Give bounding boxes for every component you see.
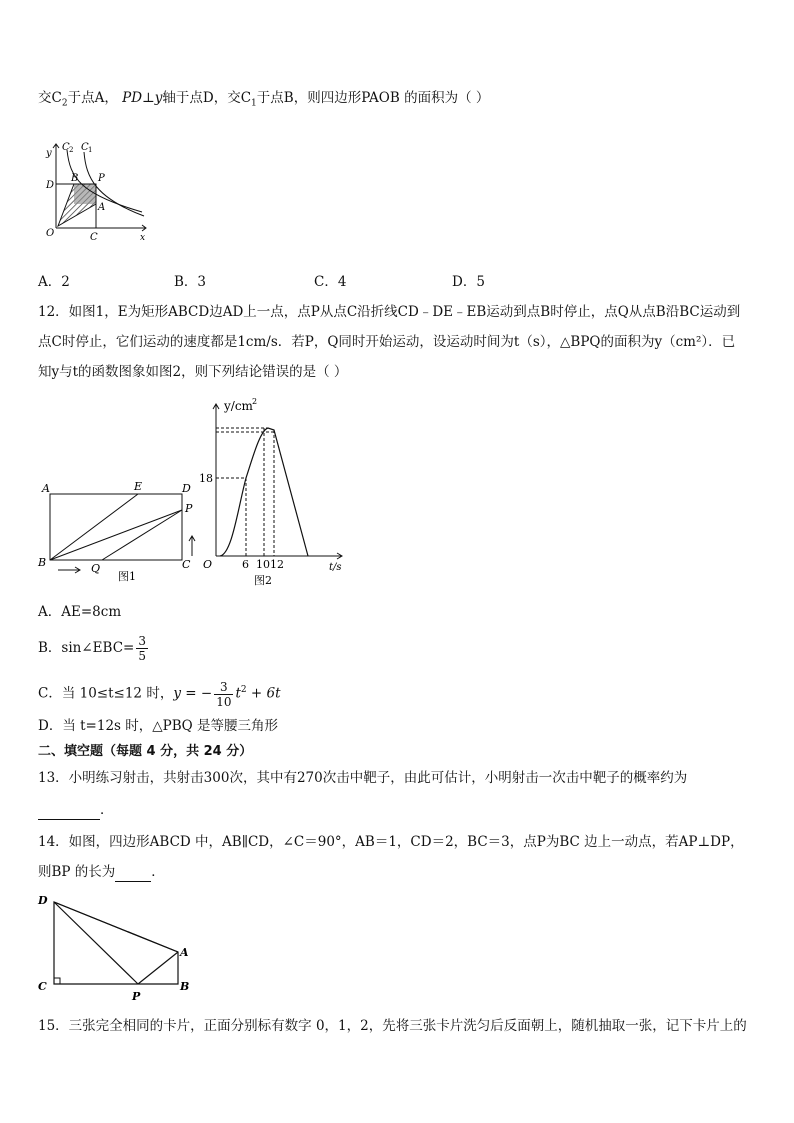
- q12-option-c-den: 10: [216, 694, 232, 709]
- q12-option-c-fraction: [214, 680, 233, 709]
- q14-fig-A: A: [180, 946, 189, 959]
- q11-fig-P: P: [98, 173, 105, 184]
- q12-fig2-O: O: [203, 558, 213, 571]
- q11-fig-x: x: [140, 233, 146, 243]
- q12-option-b-den: 5: [138, 649, 146, 663]
- q11-fig-c1sub: 1: [88, 146, 93, 154]
- q12-option-c: [38, 672, 281, 712]
- q12-line-3: 知y与t的函数图象如图2，则下列结论错误的是（ ）: [38, 364, 348, 380]
- q11-fig-O: O: [46, 228, 55, 239]
- q14-fig-C: C: [38, 980, 47, 993]
- q12-figure-1: [36, 478, 206, 588]
- q12-fig2-t10: 10: [256, 558, 270, 571]
- q12-fig2-ylabel: y/cm: [224, 399, 253, 413]
- q12-option-b-text: B．sin∠EBC=: [38, 640, 135, 656]
- q11-option-c: C．4: [314, 274, 347, 290]
- q12-fig2-ysup: 2: [252, 397, 258, 406]
- q11-figure: [40, 138, 160, 248]
- q12-line-2: 点C时停止，它们运动的速度都是1cm/s．若P，Q同时开始运动，设运动时间为t（s），△BPQ的面积为y（cm²）．已: [38, 334, 736, 350]
- q12-fig2-t6: 6: [242, 558, 249, 571]
- q12-fig1-C: C: [182, 558, 191, 571]
- q12-option-c-tail: + 6t: [246, 685, 281, 702]
- q14-line-2: [38, 862, 165, 882]
- q12-option-c-sq: 2: [240, 685, 247, 695]
- q11-fig-c2sub: 2: [69, 146, 74, 154]
- q13-answer-blank[interactable]: [38, 803, 100, 820]
- q12-option-c-eq: = −: [180, 685, 213, 702]
- q12-line-1: 12．如图1，E为矩形ABCD边AD上一点，点P从点C沿折线CD﹣DE﹣EB运动到点B时停止，点Q从点B沿BC运动到: [38, 304, 741, 320]
- q12-option-a: A．AE=8cm: [38, 604, 122, 620]
- q11-sub-1: 1: [251, 98, 257, 109]
- q11-option-d: D．5: [452, 274, 485, 290]
- q12-fig2-t12: 12: [270, 558, 284, 571]
- q12-option-c-text: C．当 10≤t≤12 时，: [38, 685, 174, 702]
- q11-fig-c1: C: [81, 142, 89, 153]
- q12-fig1-B: B: [38, 556, 47, 569]
- q13-line-2: [38, 800, 114, 820]
- q12-fig1-D: D: [182, 482, 191, 495]
- q14-line-2-text: 则BP 的长为: [38, 864, 116, 880]
- q11-fig-D: D: [46, 180, 55, 191]
- q11-option-a: A．2: [38, 274, 70, 290]
- q12-option-d: D．当 t=12s 时，△PBQ 是等腰三角形: [38, 718, 278, 734]
- section-fill-in-blank: 二、填空题（每题 4 分，共 24 分）: [38, 744, 253, 759]
- q14-fig-D: D: [38, 894, 48, 907]
- q11-pd: PD: [122, 90, 143, 106]
- q12-option-b-fraction: [136, 634, 148, 663]
- q11-text-a: 交C: [38, 90, 62, 106]
- q12-option-c-num: 3: [214, 680, 233, 695]
- q12-fig1-P: P: [185, 502, 193, 515]
- q11-text-b: 于点A，: [67, 90, 118, 106]
- q12-fig2-xlabel: t/s: [329, 562, 342, 573]
- q11-sub-2: 2: [61, 98, 68, 109]
- q14-figure: [34, 892, 204, 1004]
- q14-line-2-tail: ．: [151, 864, 165, 880]
- q11-fig-y: y: [46, 148, 52, 159]
- q14-fig-B: B: [180, 980, 190, 993]
- q11-option-b: B．3: [174, 274, 207, 290]
- q12-option-c-y: y: [173, 685, 181, 702]
- q11-perp: ⊥: [142, 90, 155, 106]
- q11-fig-C: C: [90, 232, 98, 243]
- q14-answer-blank[interactable]: [115, 865, 151, 882]
- q12-fig2-y18: 18: [199, 472, 213, 485]
- q13-line-2-tail: ．: [100, 802, 114, 818]
- q12-figure-2: [198, 398, 348, 588]
- q13-line-1: 13．小明练习射击，共射击300次，其中有270次击中靶子，由此可估计，小明射击一次击中靶子的概率约为: [38, 770, 688, 786]
- q15-line-1: 15．三张完全相同的卡片，正面分别标有数字 0，1，2，先将三张卡片洗匀后反面朝上，随机抽取一张，记下卡片上的: [38, 1018, 747, 1034]
- q14-line-1: 14．如图，四边形ABCD 中，AB∥CD，∠C＝90°，AB＝1，CD＝2，BC＝3，点P为BC 边上一动点，若AP⊥DP，: [38, 834, 744, 850]
- q14-fig-P: P: [132, 990, 141, 1003]
- q12-fig1-E: E: [134, 480, 143, 493]
- q12-fig1-Q: Q: [91, 562, 101, 575]
- q11-y: y: [154, 90, 163, 106]
- q12-option-b: [38, 630, 150, 666]
- q11-fig-B: B: [71, 173, 79, 184]
- q12-option-b-num: 3: [138, 634, 146, 648]
- q11-text-d: 于点B，则四边形PAOB 的面积为（ ）: [256, 90, 490, 106]
- q12-option-c-t: t: [235, 685, 241, 702]
- q11-stem: [38, 88, 489, 114]
- q11-fig-c2: C: [62, 142, 70, 153]
- q11-fig-A: A: [98, 202, 106, 213]
- q12-fig1-caption: 图1: [118, 570, 136, 583]
- q12-fig2-caption: 图2: [254, 574, 272, 587]
- q11-text-c: 轴于点D，交C: [162, 90, 252, 106]
- q12-fig1-A: A: [42, 482, 50, 495]
